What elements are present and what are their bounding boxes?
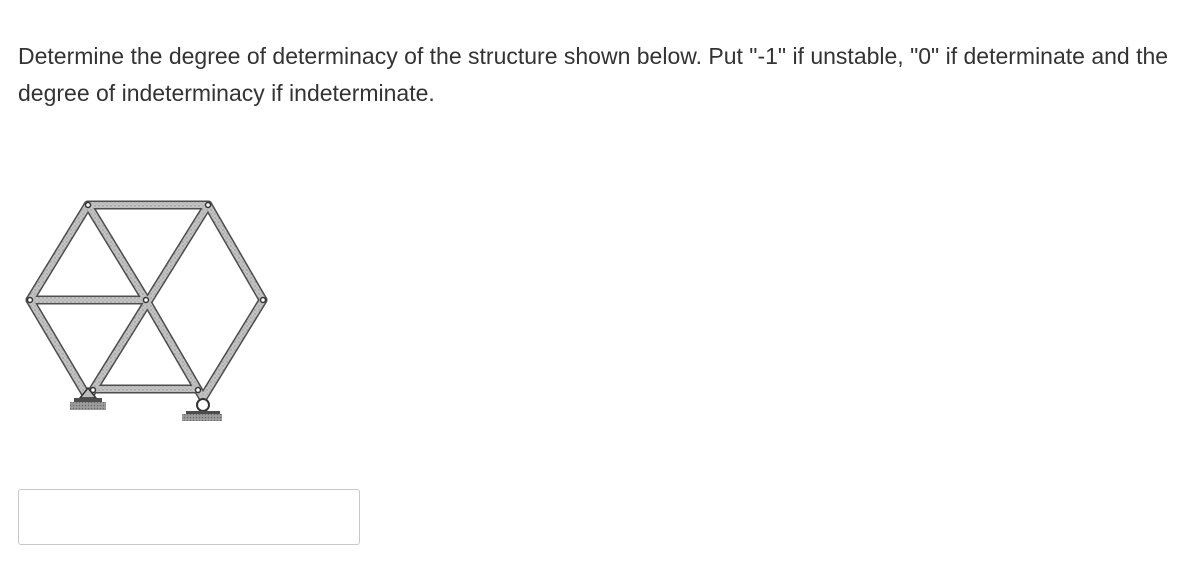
- joint-top-left: [86, 203, 91, 208]
- question-text: Determine the degree of determinacy of the structure shown below. Put "-1" if unstable, "0" if determinate and the degree of indeterminacy if indeterminate.: [18, 43, 1169, 106]
- joint-center: [144, 298, 149, 303]
- joint-bottom-right: [196, 388, 201, 393]
- joint-right: [261, 298, 266, 303]
- roller-support: [182, 399, 222, 421]
- answer-input[interactable]: [18, 489, 360, 545]
- joint-left: [28, 298, 33, 303]
- truss-figure: [18, 185, 278, 445]
- joint-top-right: [206, 203, 211, 208]
